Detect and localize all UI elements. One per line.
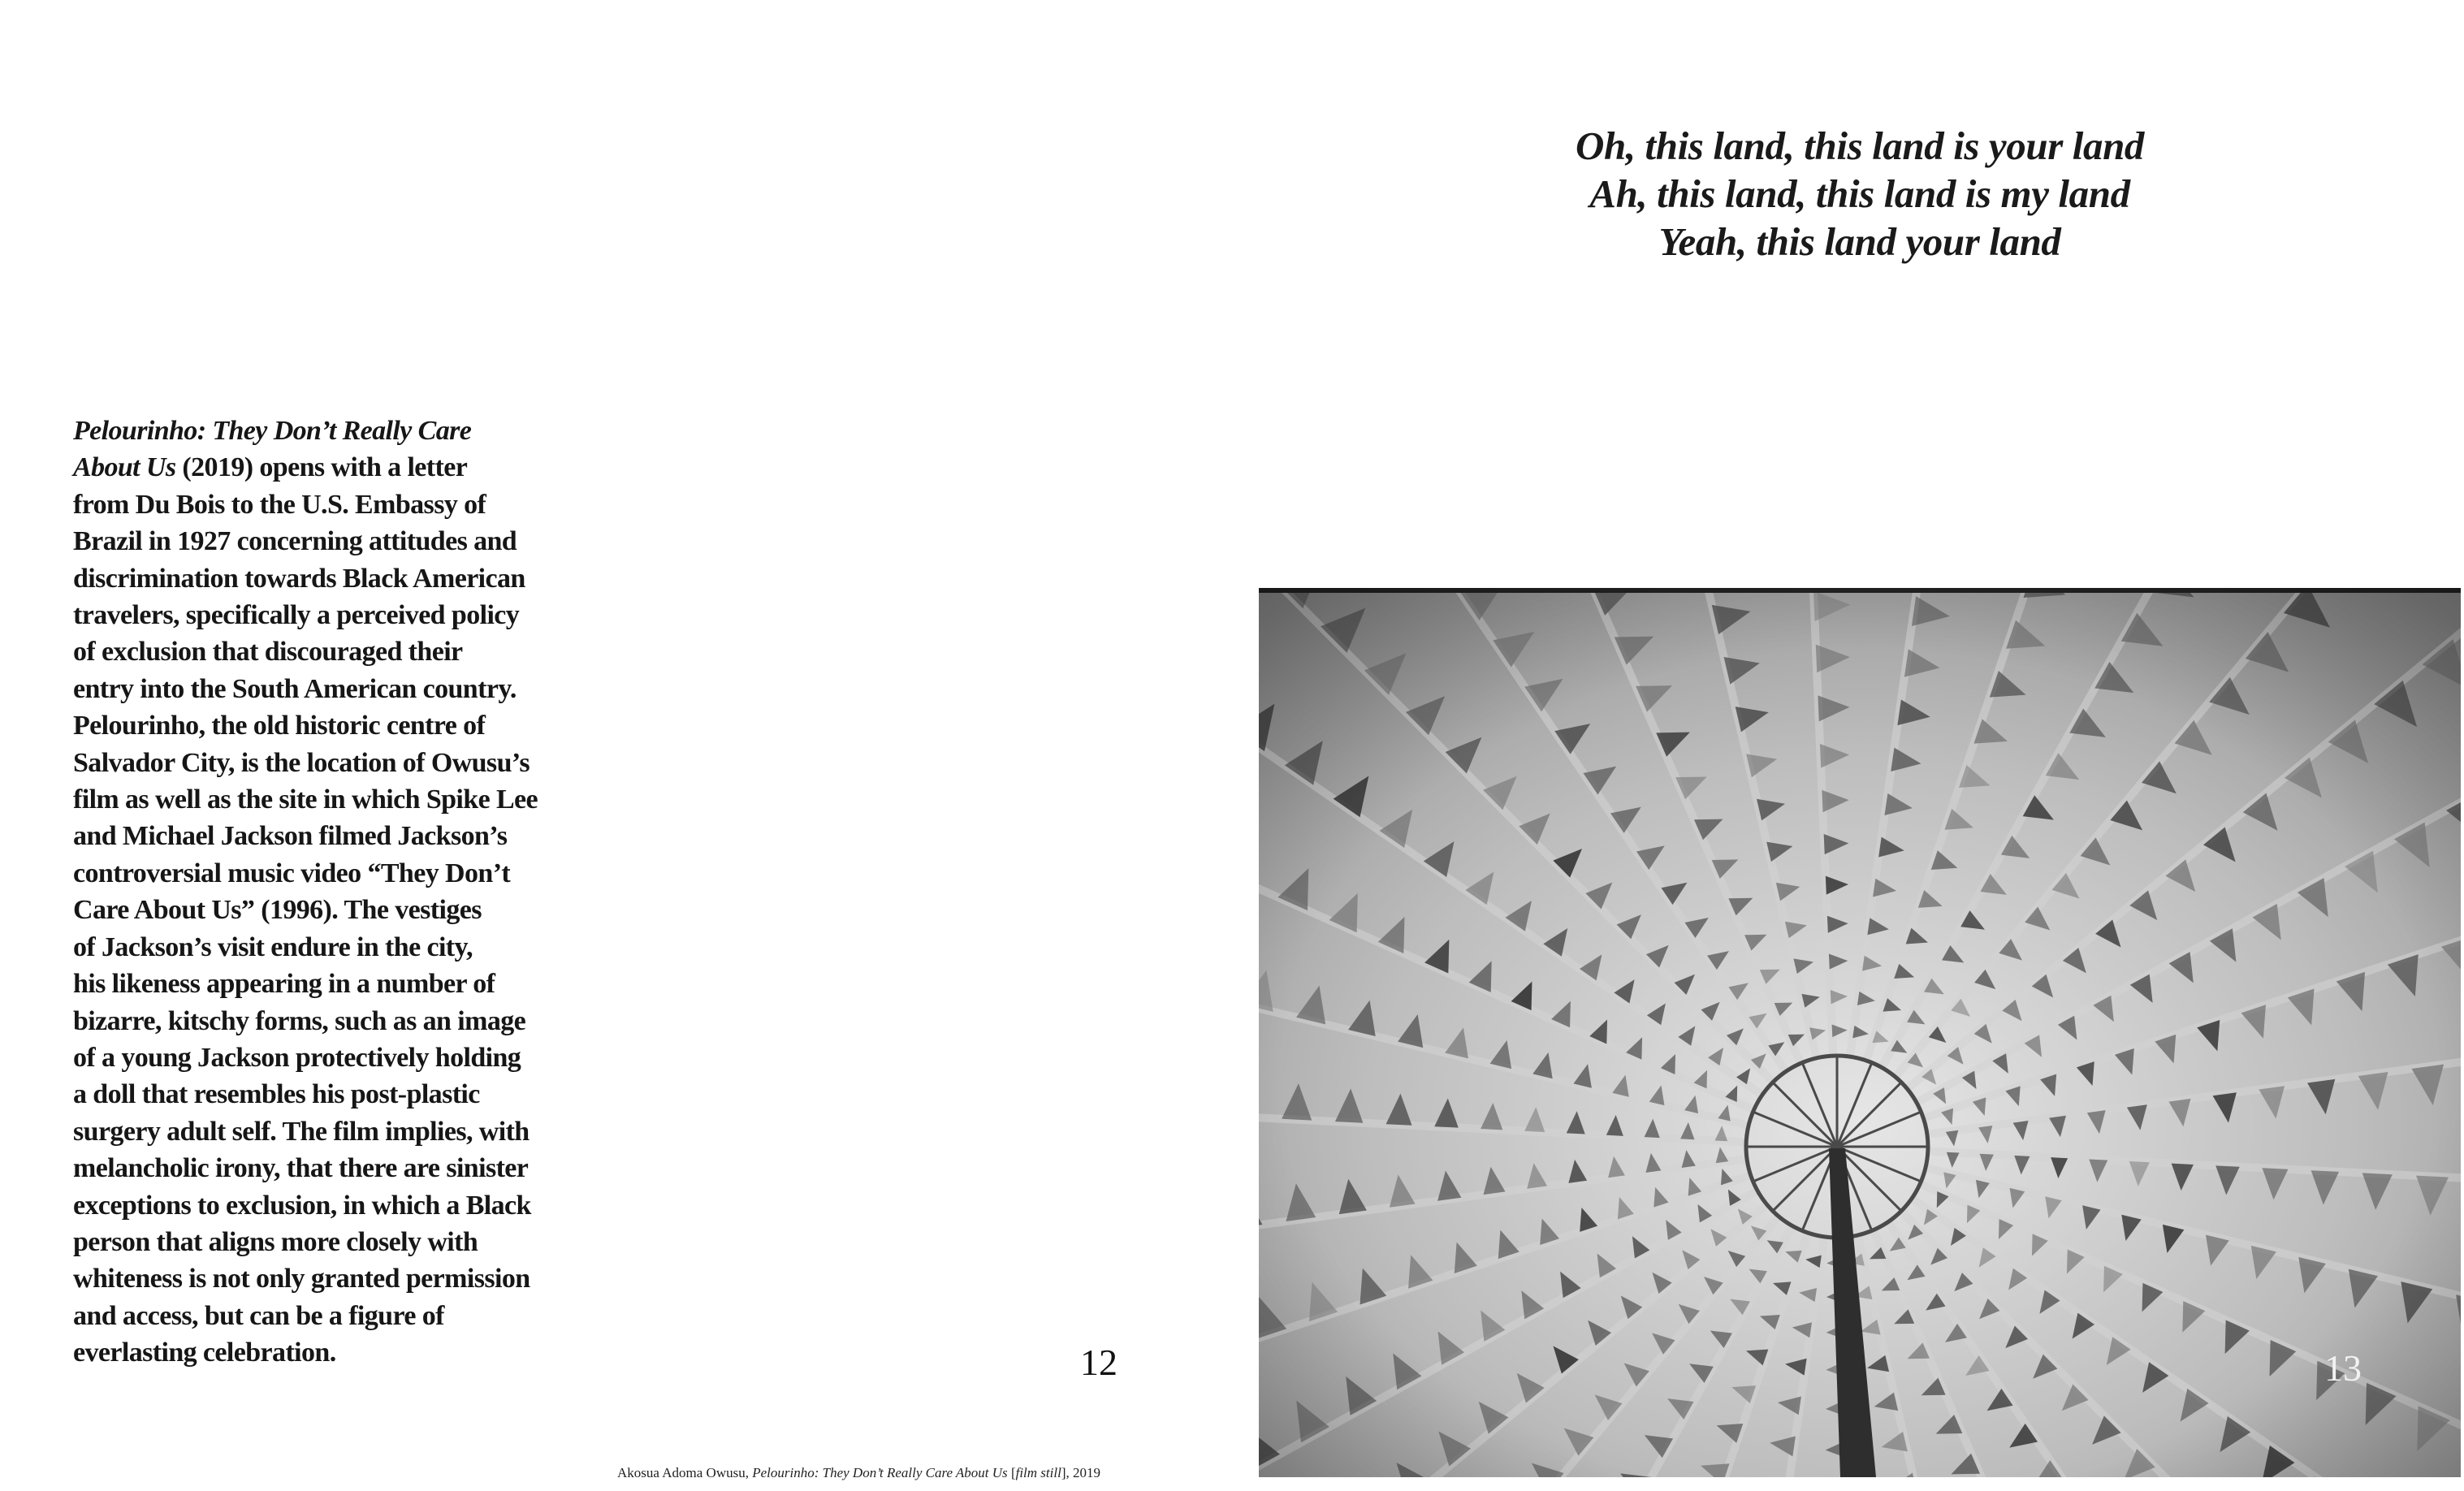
flag-canopy-photo (1259, 588, 2461, 1477)
essay-line (73, 1150, 593, 1186)
essay-line (73, 633, 593, 670)
essay-line (73, 707, 593, 744)
essay-line-text: film as well as the site in which Spike Lee (73, 784, 538, 815)
caption-bracket-open: [ (1007, 1465, 1016, 1480)
essay-line-text: person that aligns more closely with (73, 1226, 478, 1257)
essay-line-text: everlasting celebration. (73, 1338, 336, 1368)
essay-line (73, 745, 593, 781)
essay-line (73, 929, 593, 966)
essay-line-text: his likeness appearing in a number of (73, 969, 495, 1000)
essay-line-text: bizarre, kitschy forms, such as an image (73, 1005, 526, 1036)
essay-line (73, 560, 593, 597)
essay-line (73, 892, 593, 928)
essay-line (73, 449, 593, 486)
essay-line-text: Care About Us” (1996). The vestiges (73, 895, 482, 926)
essay-line-text: discrimination towards Black American (73, 563, 525, 594)
essay-line (73, 671, 593, 707)
essay-line (73, 1224, 593, 1260)
essay-line-text: of exclusion that discouraged their (73, 637, 463, 668)
lyric-line-2: Ah, this land, this land is my land (1589, 171, 2130, 216)
essay-line-text: melancholic irony, that there are sinister (73, 1153, 529, 1184)
page-number-right: 13 (2324, 1347, 2362, 1389)
essay-line-text: of a young Jackson protectively holding (73, 1042, 521, 1073)
essay-line-text: from Du Bois to the U.S. Embassy of (73, 489, 486, 520)
essay-line-text: controversial music video “They Don’t (73, 858, 511, 888)
essay-line-text: a doll that resembles his post-plastic (73, 1079, 480, 1110)
essay-line (73, 1260, 593, 1297)
essay-line-italic: Pelourinho: They Don’t Really Care (73, 416, 472, 446)
essay-line (73, 1113, 593, 1150)
lyric-line-1: Oh, this land, this land is your land (1575, 123, 2145, 168)
caption-year: ], 2019 (1061, 1465, 1100, 1480)
page-number-left: 12 (1080, 1342, 1117, 1383)
essay-line (73, 781, 593, 818)
essay-line-text: Salvador City, is the location of Owusu’s (73, 747, 530, 778)
essay-line-text: entry into the South American country. (73, 673, 517, 704)
essay-line-text: and access, but can be a figure of (73, 1300, 444, 1331)
essay-line-italic: About Us (73, 452, 176, 483)
essay-line-text: and Michael Jackson filmed Jackson’s (73, 821, 508, 852)
film-still-caption (617, 1466, 1100, 1480)
caption-medium: film still (1015, 1465, 1061, 1480)
essay-line (73, 966, 593, 1002)
essay-line-text: Brazil in 1927 concerning attitudes and (73, 526, 517, 557)
essay-line (73, 1076, 593, 1113)
essay-line (73, 1298, 593, 1334)
essay-line (73, 855, 593, 892)
essay-line-text: (2019) opens with a letter (175, 452, 468, 483)
essay-line-text: travelers, specifically a perceived policy (73, 600, 520, 631)
essay-line (73, 523, 593, 560)
essay-line-text: of Jackson’s visit endure in the city, (73, 931, 473, 962)
essay-line (73, 818, 593, 854)
essay-line (73, 1187, 593, 1224)
essay-line (73, 413, 593, 449)
essay-line-text: surgery adult self. The film implies, with (73, 1116, 530, 1147)
essay-line (73, 597, 593, 633)
essay-line (73, 1039, 593, 1076)
essay-line-text: exceptions to exclusion, in which a Black (73, 1190, 531, 1221)
essay-line-text: Pelourinho, the old historic centre of (73, 711, 486, 741)
song-lyrics (1381, 122, 2339, 266)
essay-line-text: whiteness is not only granted permission (73, 1264, 530, 1294)
lyric-line-3: Yeah, this land your land (1658, 219, 2061, 264)
film-still-image (1259, 588, 2461, 1477)
essay-line (73, 1003, 593, 1039)
essay-line (73, 1334, 593, 1371)
essay-paragraph (73, 413, 593, 1372)
essay-line (73, 486, 593, 523)
caption-artist: Akosua Adoma Owusu, (617, 1465, 753, 1480)
caption-title: Pelourinho: They Don’t Really Care About Us (752, 1465, 1008, 1480)
